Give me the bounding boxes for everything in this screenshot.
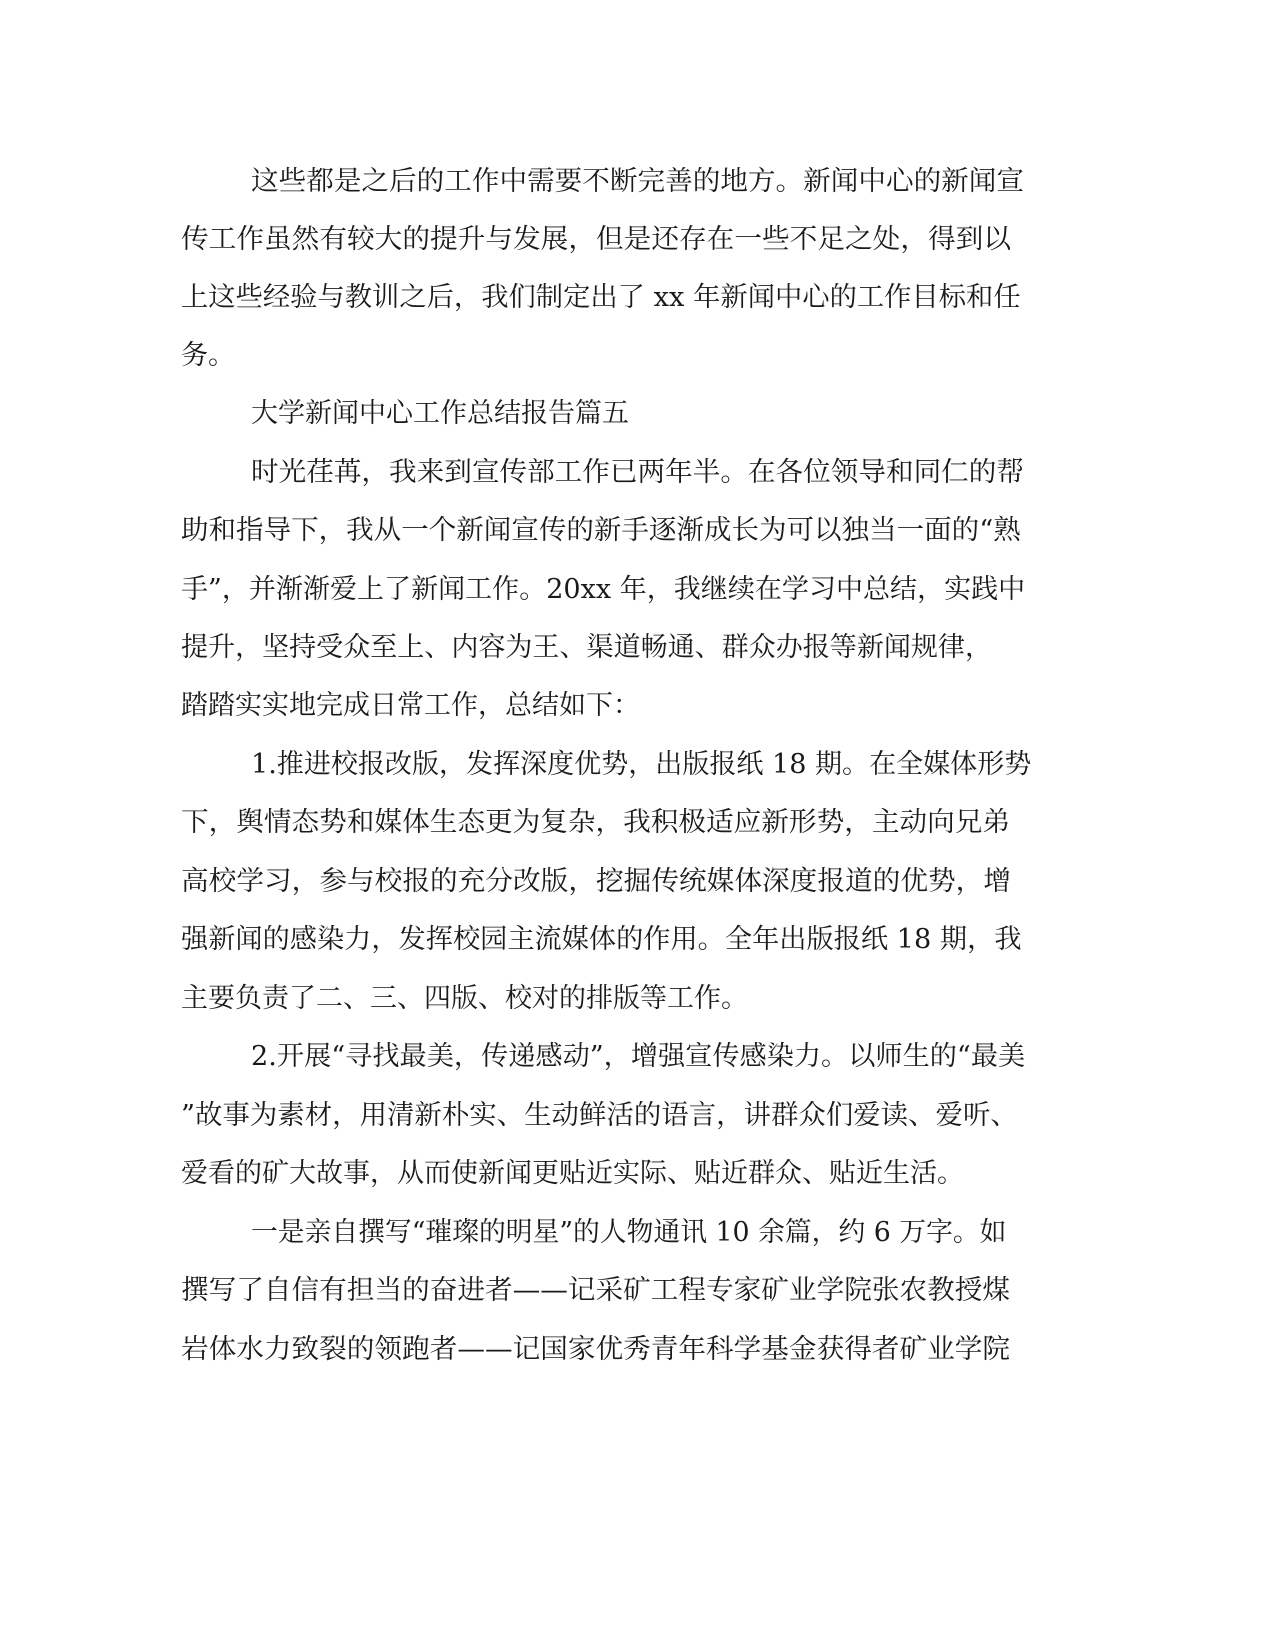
text-line: 上这些经验与教训之后，我们制定出了 xx 年新闻中心的工作目标和任 [181, 282, 1021, 313]
text-line: 强新闻的感染力，发挥校园主流媒体的作用。全年出版报纸 18 期，我 [181, 924, 1022, 955]
text-line: 岩体水力致裂的领跑者——记国家优秀青年科学基金获得者矿业学院 [181, 1334, 1010, 1365]
text-line: 1.推进校报改版，发挥深度优势，出版报纸 18 期。在全媒体形势 [251, 749, 1032, 780]
text-line: 2.开展“寻找最美，传递感动”，增强宣传感染力。以师生的“最美 [251, 1041, 1026, 1072]
text-line: ”故事为素材，用清新朴实、生动鲜活的语言，讲群众们爱读、爱听、 [181, 1100, 1018, 1131]
text-line: 踏踏实实地完成日常工作，总结如下： [181, 690, 640, 721]
text-line: 务。 [181, 340, 235, 371]
text-line: 时光荏苒，我来到宣传部工作已两年半。在各位领导和同仁的帮 [251, 457, 1024, 488]
text-line: 传工作虽然有较大的提升与发展，但是还存在一些不足之处，得到以 [181, 224, 1011, 255]
text-line: 一是亲自撰写“璀璨的明星”的人物通讯 10 余篇，约 6 万字。如 [251, 1217, 1007, 1248]
text-line: 主要负责了二、三、四版、校对的排版等工作。 [181, 983, 748, 1014]
text-line: 爱看的矿大故事，从而使新闻更贴近实际、贴近群众、贴近生活。 [181, 1158, 964, 1189]
text-line: 手”，并渐渐爱上了新闻工作。20xx 年，我继续在学习中总结，实践中 [181, 574, 1026, 605]
text-line: 提升，坚持受众至上、内容为王、渠道畅通、群众办报等新闻规律， [181, 632, 992, 663]
text-line: 撰写了自信有担当的奋进者——记采矿工程专家矿业学院张农教授煤 [181, 1275, 1010, 1306]
text-line: 下，舆情态势和媒体生态更为复杂，我积极适应新形势，主动向兄弟 [181, 807, 1010, 838]
text-line: 这些都是之后的工作中需要不断完善的地方。新闻中心的新闻宣 [251, 166, 1024, 197]
text-line: 助和指导下，我从一个新闻宣传的新手逐渐成长为可以独当一面的“熟 [181, 515, 1021, 546]
section-heading: 大学新闻中心工作总结报告篇五 [251, 398, 629, 429]
text-line: 高校学习，参与校报的充分改版，挖掘传统媒体深度报道的优势，增 [181, 866, 1011, 897]
